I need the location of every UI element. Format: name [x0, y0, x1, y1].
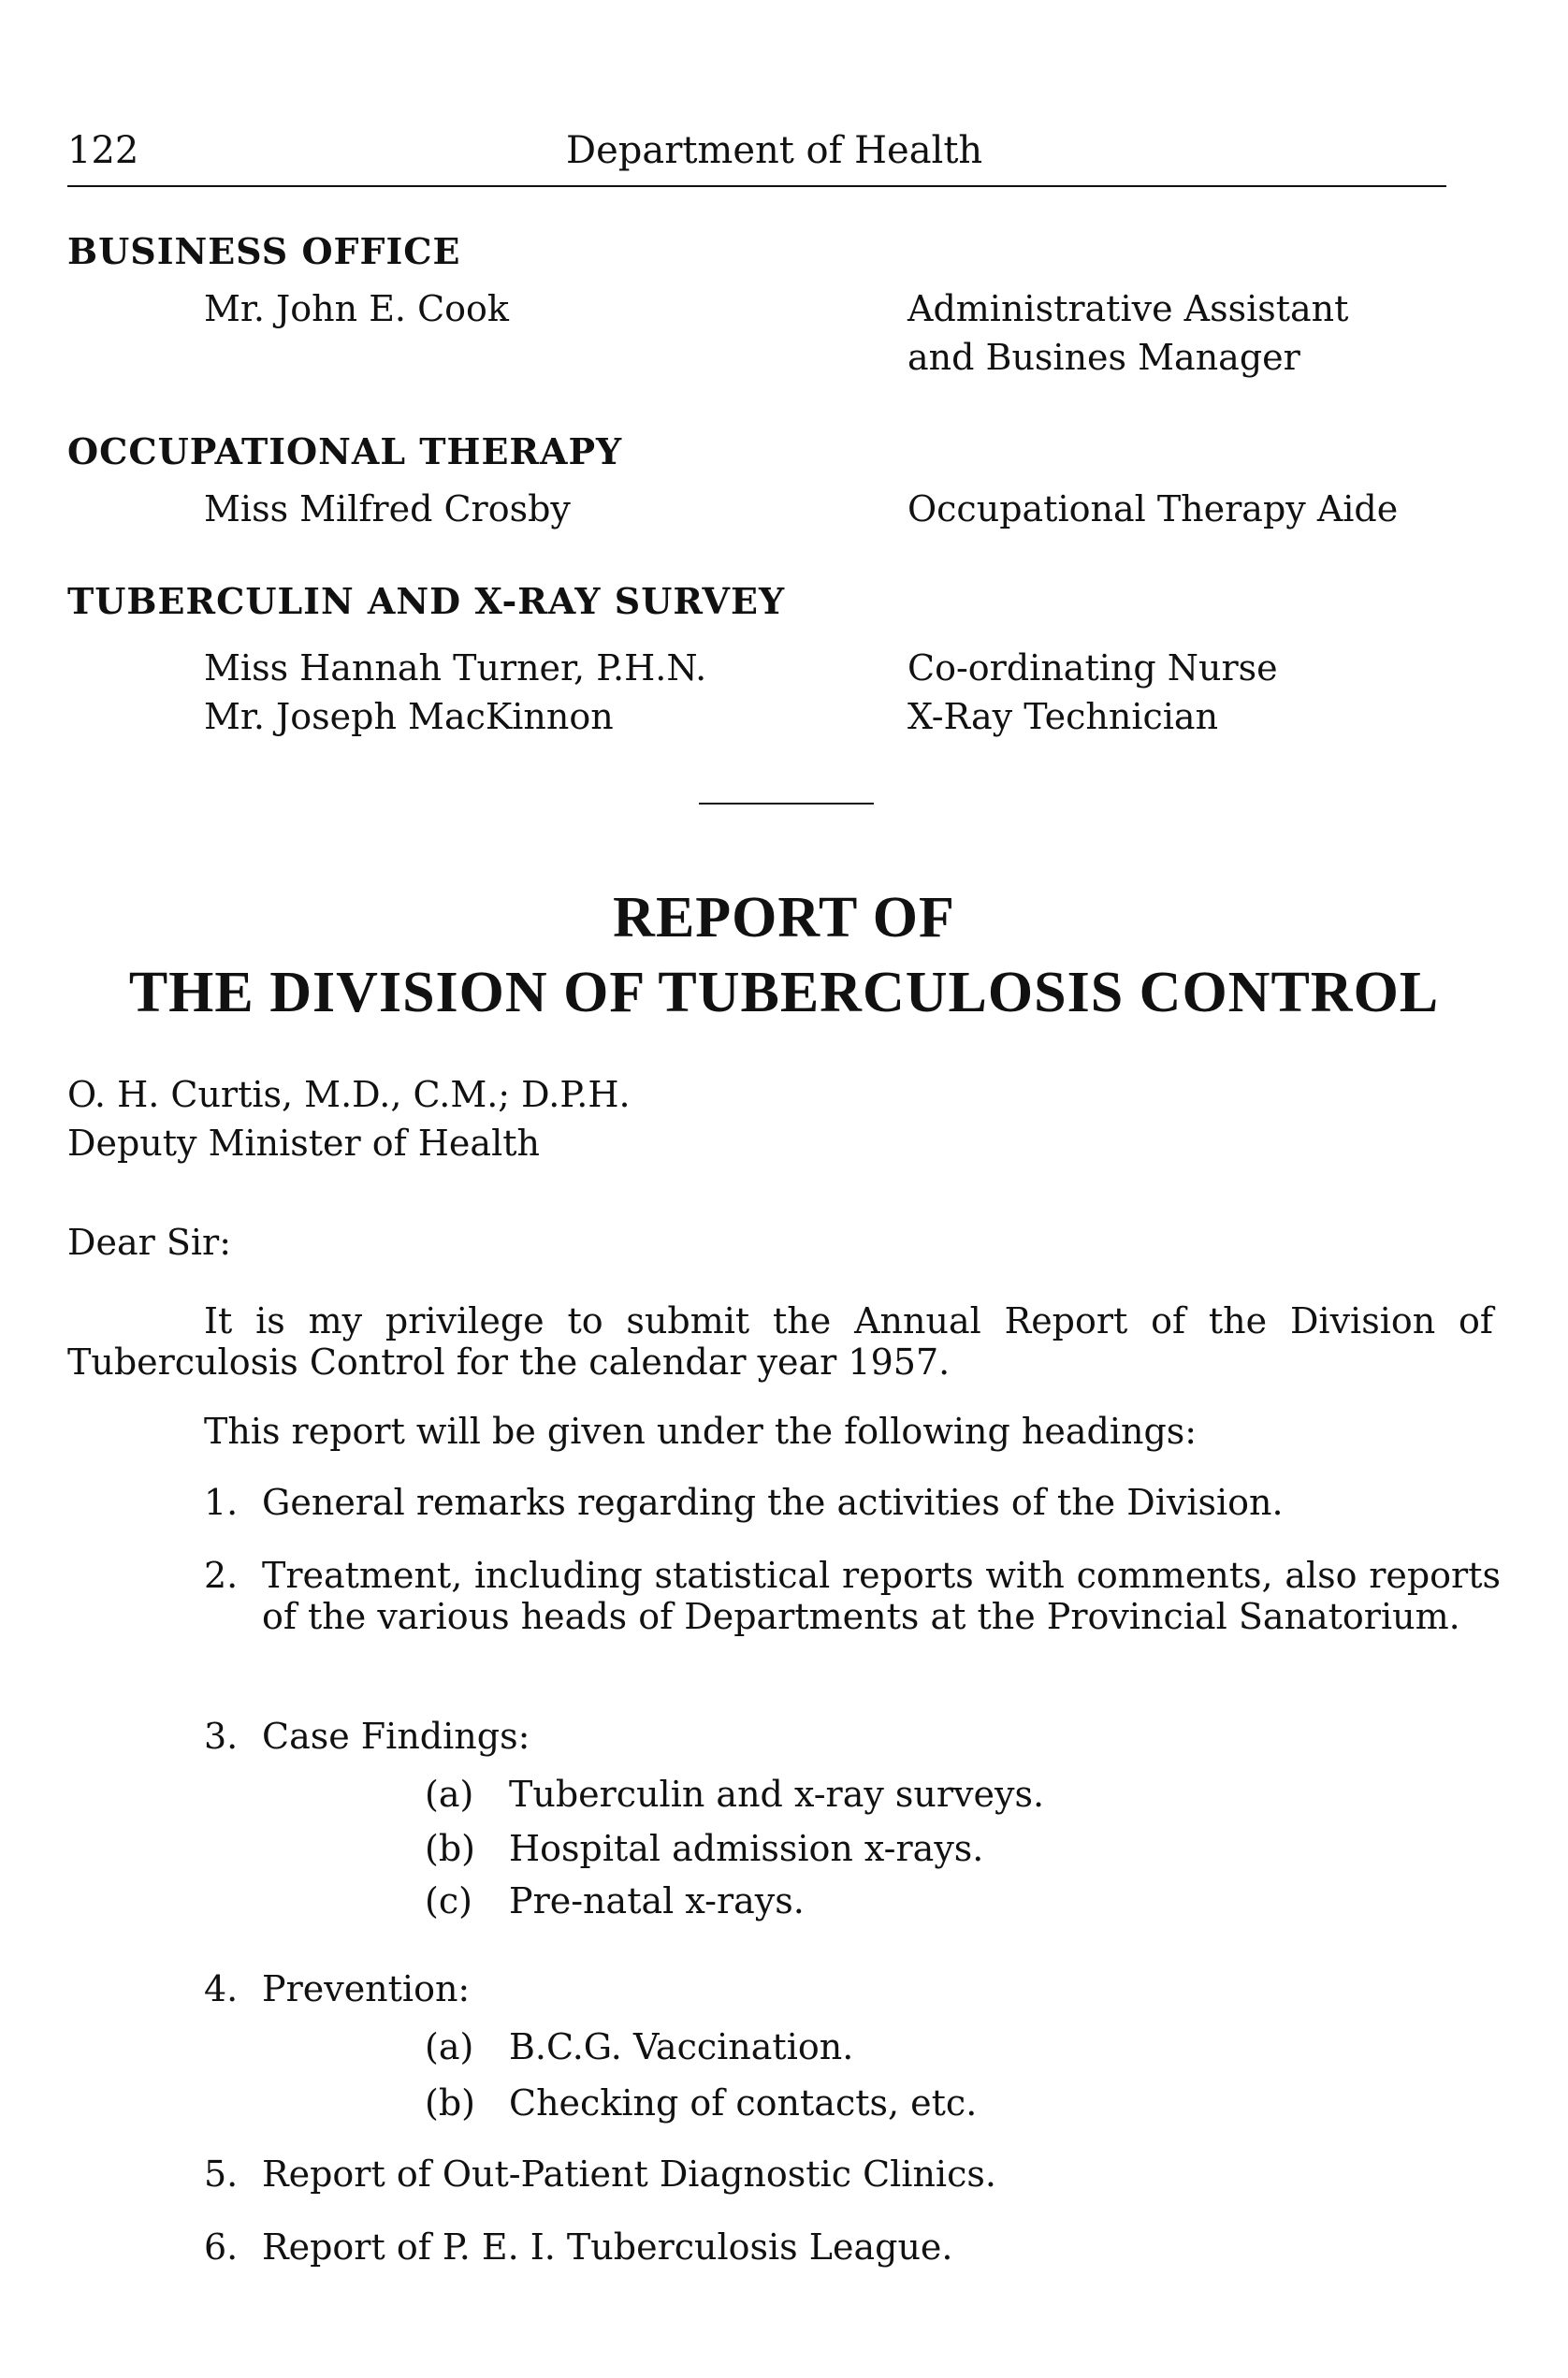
staff-role: Co-ordinating Nurse — [907, 647, 1278, 689]
staff-name: Mr. John E. Cook — [204, 288, 509, 329]
list-item-text: Report of P. E. I. Tuberculosis League. — [262, 2226, 953, 2268]
addressee-title: Deputy Minister of Health — [67, 1123, 540, 1164]
list-item-text: General remarks regarding the activities of the Division. — [262, 1482, 1284, 1523]
sub-item-text: Hospital admission x-rays. — [509, 1828, 984, 1869]
paragraph-intro: It is my privilege to submit the Annual Report of the Division of Tuberculosis Control for the calendar year 1957. — [67, 1300, 1493, 1383]
staff-name: Miss Hannah Turner, P.H.N. — [204, 647, 707, 689]
report-title-line2: THE DIVISION OF TUBERCULOSIS CONTROL — [128, 961, 1440, 1024]
list-item-text: Case Findings: — [262, 1716, 530, 1757]
list-item-text: Treatment, including statistical reports with comments, also reports of the various heads of Departments at the Provincial Sanatorium. — [262, 1555, 1501, 1637]
list-item-text: Prevention: — [262, 1968, 471, 2009]
paragraph-headings-intro: This report will be given under the following headings: — [204, 1411, 1198, 1452]
sub-item-label: (a) — [425, 1774, 474, 1815]
list-item-number: 5. — [204, 2153, 239, 2195]
section-heading-business-office: BUSINESS OFFICE — [67, 230, 461, 272]
header-rule — [67, 185, 1446, 187]
sub-item-label: (b) — [425, 2082, 475, 2124]
running-title: Department of Health — [566, 129, 983, 172]
staff-role: Administrative Assistant — [907, 288, 1349, 329]
staff-name: Mr. Joseph MacKinnon — [204, 696, 614, 737]
list-item-number: 6. — [204, 2226, 239, 2268]
sub-item-text: B.C.G. Vaccination. — [509, 2026, 854, 2067]
list-item-number: 1. — [204, 1482, 239, 1523]
sub-item-text: Pre-natal x-rays. — [509, 1880, 805, 1921]
sub-item-text: Checking of contacts, etc. — [509, 2082, 978, 2124]
list-item-number: 4. — [204, 1968, 239, 2009]
staff-role: Occupational Therapy Aide — [907, 488, 1399, 529]
addressee-name: O. H. Curtis, M.D., C.M.; D.P.H. — [67, 1074, 631, 1115]
list-item-number: 3. — [204, 1716, 239, 1757]
list-item-text: Report of Out-Patient Diagnostic Clinics. — [262, 2153, 996, 2195]
staff-name: Miss Milfred Crosby — [204, 488, 571, 529]
sub-item-text: Tuberculin and x-ray surveys. — [509, 1774, 1045, 1815]
section-divider — [699, 803, 874, 805]
sub-item-label: (a) — [425, 2026, 474, 2067]
sub-item-label: (c) — [425, 1880, 472, 1921]
staff-role: X-Ray Technician — [907, 696, 1219, 737]
report-title-line1: REPORT OF — [613, 886, 955, 950]
page-number: 122 — [67, 129, 139, 172]
section-heading-tuberculin-survey: TUBERCULIN AND X-RAY SURVEY — [67, 580, 786, 622]
salutation: Dear Sir: — [67, 1222, 232, 1263]
staff-role-continued: and Busines Manager — [907, 337, 1300, 378]
section-heading-occupational-therapy: OCCUPATIONAL THERAPY — [67, 430, 623, 472]
sub-item-label: (b) — [425, 1828, 475, 1869]
list-item-number: 2. — [204, 1555, 239, 1596]
